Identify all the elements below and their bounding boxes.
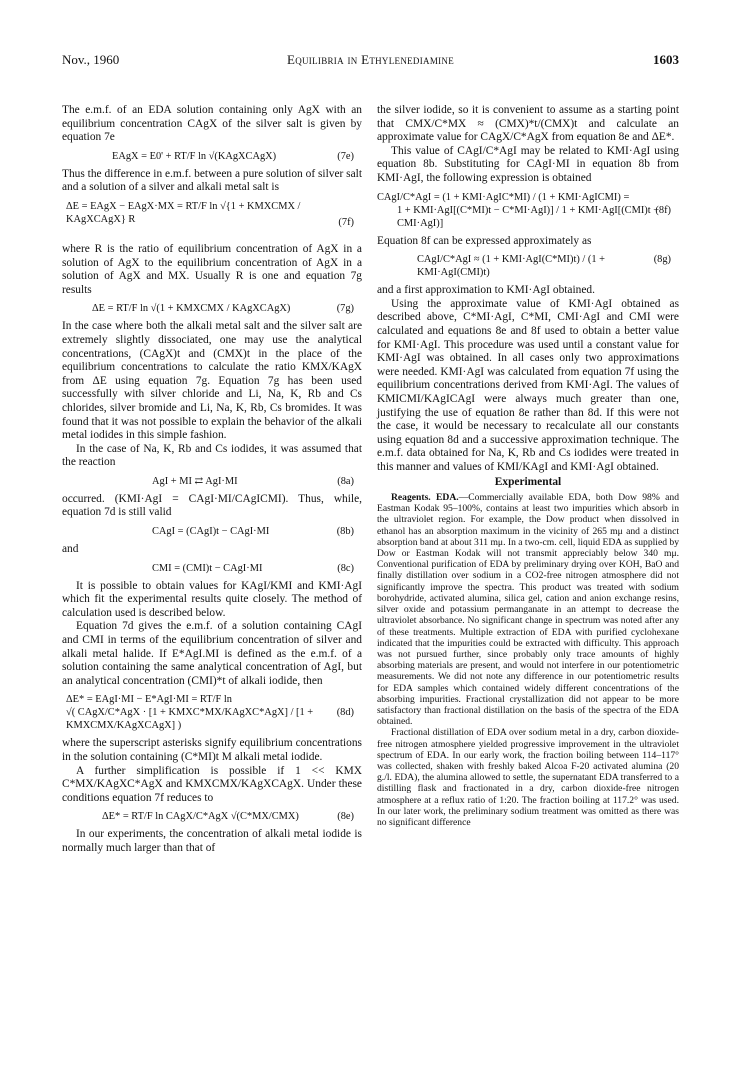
- equation-8f: [377, 191, 679, 230]
- equation-text: EAgX = E0' + RT/F ln √(KAgXCAgX): [112, 150, 277, 162]
- equation-text: AgI + MI ⇄ AgI·MI: [152, 475, 238, 487]
- header-date: Nov., 1960: [62, 52, 120, 67]
- equation-number: (7g): [336, 303, 354, 315]
- equation-text: CAgI/C*AgI = (1 + KMI·AgIC*MI) / (1 + KMI·AgICMI) =: [377, 191, 630, 203]
- equation-number: (8g): [653, 254, 671, 266]
- paragraph: This value of CAgI/C*AgI may be related to KMI·AgI using equation 8b. Substituting for CAgI·MI in equation 8b from KMI·AgI, the following expression is obtained: [377, 144, 679, 184]
- equation-number: (8c): [337, 562, 354, 574]
- equation-text: CMI = (CMI)t − CAgI·MI: [152, 562, 263, 574]
- equation-8a: [62, 475, 362, 488]
- equation-7e: [62, 150, 362, 163]
- equation-text: 1 + KMI·AgI[(C*MI)t − C*MI·AgI)] / 1 + KMI·AgI[(CMI)t − CMI·AgI)]: [397, 204, 660, 229]
- paragraph: Fractional distillation of EDA over sodium metal in a dry, carbon dioxide-free nitrogen atmosphere yielded progressive improvement in the ultraviolet spectrum of EDA. In our early work, the fraction boiling between 114–117° was collected, shaken with freshly baked Alcoa F-20 activated alumina (20 g./l. EDA), the alumina allowed to settle, the supernatant EDA transferred to a distilling flask and fractionated in a dry, carbon dioxide-free nitrogen atmosphere at a reflux ratio of 1:20. The fraction boiling at 117.2° was used. In our later work, the preliminary sodium treatment was omitted as there was no significant difference: [377, 727, 679, 828]
- paragraph: It is possible to obtain values for KAgI/KMI and KMI·AgI which fit the experimental results quite closely. The method of calculation used is described below.: [62, 579, 362, 619]
- paragraph: the silver iodide, so it is convenient to assume as a starting point that CMX/C*MX ≈ (CMX)*t/(CMX)t and calculate an approximate value for CAgX/C*AgX from equation 8e and ΔE*.: [377, 104, 679, 144]
- equation-8e: [62, 810, 362, 823]
- reagents-text: —Commercially available EDA, both Dow 98% and Eastman Kodak 95–100%, contains at least two impurities which absorb in the ultraviolet region. For example, the Dow product when dissolved in ethanol has an absorption maximum in the vicinity of 265 mμ and a distinct absorption band at about 311 mμ. In a two-cm. cell, liquid EDA as supplied by Dow or Eastman Kodak will not transmit appreciably below 340 mμ. Conventional purification of EDA by preliminary drying over KOH, BaO and finally distillation over sodium in a CO2-free nitrogen atmosphere did not significantly improve the spectra. This product was treated with sodium borohydride, activated alumina, silica gel, cation and anion exchange resins, silver oxide and potassium permanganate in an attempt to decrease the ultraviolet absorbance. No significant change in spectrum was noted after any of these treatments. Multiple extraction of EDA with purified cyclohexane indicated that the impurities could be extracted with difficulty. This approach was not pursued further, since probably only trace amounts of highly absorbing materials are present, and would not interfere in our potentiometric measurements. We did not note any difference in our potentiometric results for EDA samples which contained widely different concentrations of the absorbing impurities. Fractional crystallization did not appear to be more satisfactory than fractional distillation on the basis of the spectra of the EDA obtained.: [377, 492, 679, 728]
- paragraph: In our experiments, the concentration of alkali metal iodide is normally much larger than that of: [62, 828, 362, 854]
- paragraph: Equation 7d gives the e.m.f. of a solution containing CAgI and CMI in terms of the equilibrium concentration of silver and alkali metal halide. If E*AgI.MI is defined as the e.m.f. of a solution containing the same analytical concentration of AgI, but an analytical concentration (CMI)*t of alkali iodide, then: [62, 620, 362, 687]
- paragraph: where the superscript asterisks signify equilibrium concentrations in the solution containing (C*MI)t M alkali metal iodide.: [62, 737, 362, 763]
- equation-8b: [62, 525, 362, 538]
- equation-number: (7e): [337, 150, 354, 162]
- right-column: [377, 104, 679, 828]
- equation-7f: [62, 200, 362, 238]
- running-header: [62, 52, 679, 72]
- equation-text: ΔE* = RT/F ln CAgX/C*AgX √(C*MX/CMX): [102, 811, 299, 823]
- header-title: Equilibria in Ethylenediamine: [286, 52, 455, 67]
- equation-8c: [62, 562, 362, 575]
- paragraph: occurred. (KMI·AgI = CAgI·MI/CAgICMI). Thus, while, equation 7d is still valid: [62, 492, 362, 519]
- paragraph: In the case of Na, K, Rb and Cs iodides, it was assumed that the reaction: [62, 442, 362, 469]
- equation-text: ΔE = RT/F ln √(1 + KMXCMX / KAgXCAgX): [92, 303, 291, 315]
- equation-text: CAgI/C*AgI ≈ (1 + KMI·AgI(C*MI)t) / (1 + KMI·AgI(CMI)t): [417, 254, 605, 279]
- paragraph: A further simplification is possible if 1 << KMX C*MX/KAgXC*AgX and KMXCMX/KAgXCAgX. Under these conditions equation 7f reduces to: [62, 764, 362, 804]
- equation-number: (8d): [336, 707, 354, 719]
- paragraph: [377, 492, 679, 727]
- equation-text: CAgI = (CAgI)t − CAgI·MI: [152, 526, 270, 538]
- section-heading: Experimental: [494, 476, 562, 489]
- equation-text: √( CAgX/C*AgX · [1 + KMXC*MX/KAgXC*AgX] / [1 + KMXCMX/KAgXCAgX] ): [66, 707, 314, 732]
- equation-7g: [62, 302, 362, 315]
- experimental-text: [377, 492, 679, 828]
- equation-number: (8b): [336, 526, 354, 538]
- paragraph: and: [62, 543, 79, 556]
- paragraph: Using the approximate value of KMI·AgI obtained as described above, C*MI·AgI, C*MI, CMI·AgI and CMI were calculated and equations 8e and 8f used to obtain a better value for KMI·AgI. This procedure was used until a constant value for KMI·AgI was obtained. In all cases only two approximations were needed. KMI·AgI was calculated from equation 7f using the equilibrium concentrations derived from KMI·AgI. The values of KMICMI/KAgICAgI were always much greater than one, justifying the use of equation 8e rather than 8d. If this were not the case, it would be necessary to recalculate all our constants using equation 8d and a successive approximation technique. The e.m.f. data obtained for Na, K, Rb and Cs iodides were treated in this manner and values of KMI/KAgI and KMI·AgI obtained.: [377, 297, 679, 473]
- left-column: [62, 104, 362, 856]
- paragraph: The e.m.f. of an EDA solution containing only AgX with an equilibrium concentration CAgX of the silver salt is given by equation 7e: [62, 104, 362, 144]
- reagents-label: Reagents. EDA.: [391, 492, 459, 504]
- paragraph: and a first approximation to KMI·AgI obtained.: [377, 284, 595, 297]
- equation-number: (8f): [655, 204, 671, 216]
- equation-8g: [377, 253, 679, 279]
- equation-8d: [62, 693, 362, 732]
- paragraph: In the case where both the alkali metal salt and the silver salt are extremely slightly dissociated, one may use the analytical concentrations, (CAgX)t and (CMX)t in the place of the equilibrium concentrations to calculate the ratio KMX/KAgX from ΔE using equation 7g. Equation 7g has been used successfully with silver chloride and Li, Na, K, Rb and Cs chlorides, silver bromide and Li, Na, K, Rb, Cs bromides. It was found that it was not possible to explain the behavior of the alkali metal iodides in this simple fashion.: [62, 320, 362, 442]
- equation-text: ΔE = EAgX − EAgX·MX = RT/F ln √{1 + KMXCMX / KAgXCAgX} R: [66, 200, 301, 225]
- paragraph: Thus the difference in e.m.f. between a pure solution of silver salt and a solution of a silver and alkali metal salt is: [62, 167, 362, 194]
- equation-number: (7f): [338, 216, 354, 228]
- equation-number: (8e): [337, 811, 354, 823]
- header-page-number: 1603: [653, 52, 679, 67]
- equation-number: (8a): [337, 475, 354, 487]
- paragraph: Equation 8f can be expressed approximately as: [377, 234, 592, 247]
- equation-text: ΔE* = EAgI·MI − E*AgI·MI = RT/F ln: [66, 694, 232, 706]
- paragraph: where R is the ratio of equilibrium concentration of AgX in a solution of AgX to the equilibrium concentration of AgX in a solution of AgX and MX. Usually R is one and equation 7g results: [62, 242, 362, 296]
